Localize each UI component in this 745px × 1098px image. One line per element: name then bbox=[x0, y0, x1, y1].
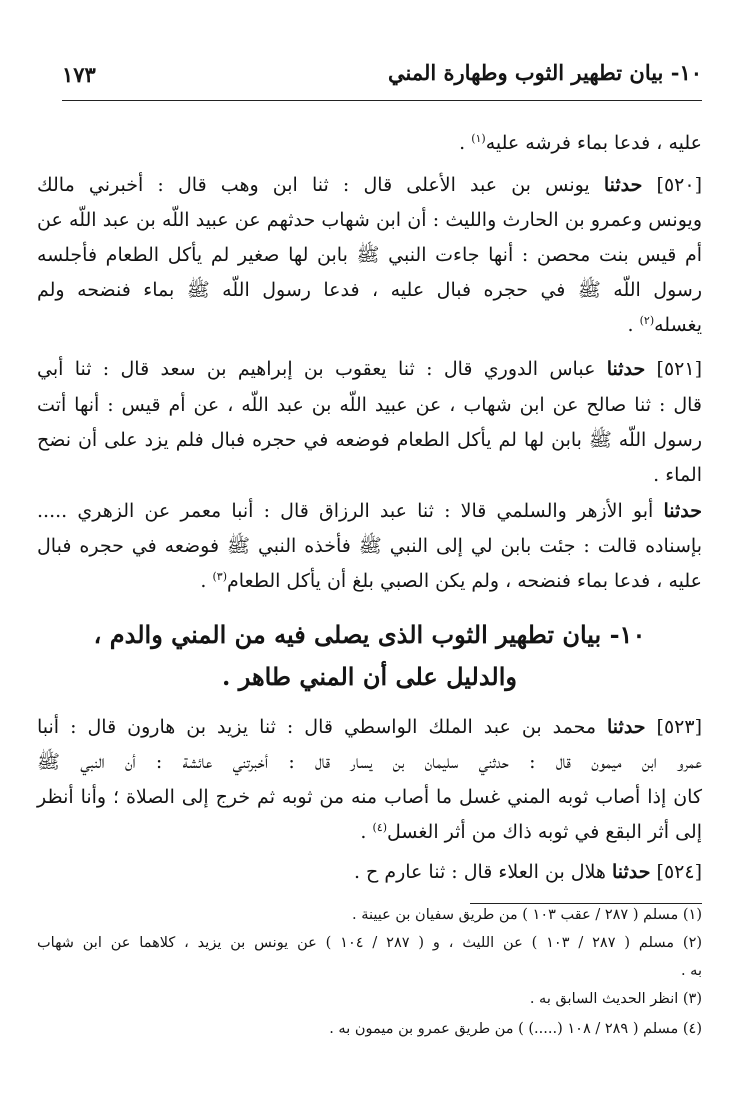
footnote-1: (١) مسلم ( ٢٨٧ / عقب ١٠٣ ) من طريق سفيان بن عيينة . bbox=[351, 907, 702, 923]
text-line: كان إذا أصاب ثوبه المني غسل ما أصاب منه من ثوبه ثم خرج إلى الصلاة ؛ وأنا أنظر bbox=[37, 786, 702, 808]
text-line: الماء . bbox=[653, 464, 702, 486]
footnote-2: (٢) مسلم ( ٢٨٧ / ١٠٣ ) عن الليث ، و ( ٢٨٧ / ١٠٤ ) عن يونس بن يزيد ، كلاهما عن ابن شهاب bbox=[37, 935, 703, 951]
hadith-521-line: [٥٢١] حدثنا عباس الدوري قال : ثنا يعقوب بن إبراهيم بن سعد قال : ثنا أبي bbox=[37, 358, 703, 380]
text-line: إلى أثر البقع في ثوبه ذاك من أثر الغسل$^{(٤)}$ . bbox=[360, 821, 702, 843]
text-line: يغسله$^{(٢)}$ . bbox=[627, 314, 702, 336]
text-line: عليه ، فدعا بماء فرشه عليه$^{(١)}$ . bbox=[459, 132, 702, 154]
text-line: رسول اللّه ﷺ في حجره فبال عليه ، فدعا رسول اللّه ﷺ بماء فنضحه ولم bbox=[37, 279, 702, 301]
text-line: قال : ثنا صالح عن ابن شهاب ، عن عبيد اللّه بن عبد اللّه ، عن أم قيس : أنها أتت bbox=[37, 394, 702, 416]
text-line: أم قيس بنت محصن : أنها جاءت النبي ﷺ بابن لها صغير لم يأكل الطعام فأجلسه bbox=[37, 244, 702, 266]
hadith-523-line: [٥٢٣] حدثنا محمد بن عبد الملك الواسطي قال : ثنا يزيد بن هارون قال : أنبا bbox=[37, 716, 703, 738]
hadith-label: حدثنا bbox=[607, 716, 646, 738]
footnote-ref: (٤) bbox=[372, 821, 388, 834]
footnote-3: (٣) انظر الحديث السابق به . bbox=[529, 991, 702, 1007]
hadith-522-line: حدثنا أبو الأزهر والسلمي قالا : ثنا عبد الرزاق قال : أنبا معمر عن الزهري ..... bbox=[37, 500, 702, 522]
running-header bbox=[62, 56, 702, 101]
hadith-520-line: [٥٢٠] حدثنا يونس بن عبد الأعلى قال : ثنا ابن وهب قال : أخبرني مالك bbox=[37, 174, 703, 196]
text-line: رسول اللّه ﷺ بابن لها لم يأكل الطعام فوضعه في حجره فبال فلم يزد على أن نضح bbox=[37, 429, 702, 451]
text-line: عليه ، فدعا بماء فنضحه ، ولم يكن الصبي بلغ أن يأكل الطعام$^{(٣)}$ . bbox=[200, 570, 702, 592]
section-heading-line-1: ١٠- بيان تطهير الثوب الذى يصلى فيه من المني والدم ، bbox=[93, 620, 646, 649]
hadith-label: حدثنا bbox=[663, 500, 702, 522]
hadith-label: حدثنا bbox=[611, 861, 651, 883]
text-line: بإسناده قالت : جئت بابن لي إلى النبي ﷺ فأخذه النبي ﷺ فوضعه في حجره فبال bbox=[37, 535, 702, 557]
footnote-2-continuation: به . bbox=[680, 963, 702, 979]
text-line: ويونس وعمرو بن الحارث والليث : أن ابن شهاب حدثهم عن عبيد اللّه بن عبد اللّه عن bbox=[37, 209, 702, 231]
page-number: ١٧٣ bbox=[62, 62, 96, 87]
header-title: ١٠- بيان تطهير الثوب وطهارة المني bbox=[388, 60, 702, 85]
footnote-ref: (٣) bbox=[212, 570, 228, 583]
footnote-4: (٤) مسلم ( ٢٨٩ / ١٠٨ (.....) ) من طريق عمرو بن ميمون به . bbox=[329, 1021, 702, 1037]
hadith-label: حدثنا bbox=[603, 174, 643, 196]
text-line: عمرو ابن ميمون قال : حدثني سليمان بن يسار قال : أخبرتني عائشة : أن النبي ﷺ bbox=[37, 751, 702, 773]
footnote-ref: (٢) bbox=[639, 314, 655, 327]
hadith-524-line: [٥٢٤] حدثنا هلال بن العلاء قال : ثنا عارم ح . bbox=[353, 861, 702, 883]
footnote-ref: (١) bbox=[471, 132, 486, 145]
section-heading-line-2: والدليل على أن المني طاهر . bbox=[221, 662, 517, 691]
hadith-label: حدثنا bbox=[606, 358, 646, 380]
